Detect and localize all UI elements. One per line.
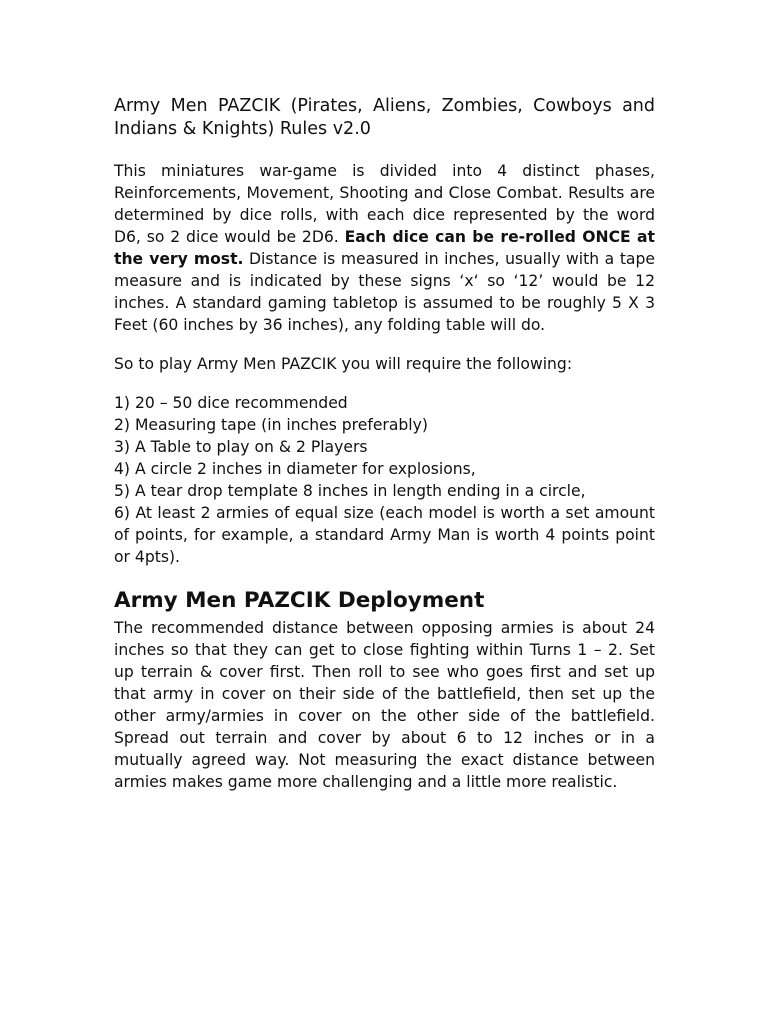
intro-paragraph [114, 160, 655, 336]
list-item: 4) A circle 2 inches in diameter for explosions, [114, 460, 476, 478]
intro-text-1: This miniatures war-game is divided into 4 distinct phases, Reinforcements, Movement, Shooting and Close Combat. Results are determined by dice rolls, with each dice represented by the word D6, so 2 dice would be 2D6. [114, 162, 655, 246]
requirements-intro: So to play Army Men PAZCIK you will require the following: [114, 355, 573, 373]
intro-bold-rule: Each dice can be re-rolled ONCE at the very most. [114, 228, 655, 268]
list-item: 2) Measuring tape (in inches preferably) [114, 416, 428, 434]
document-title: Army Men PAZCIK (Pirates, Aliens, Zombies, Cowboys and Indians & Knights) Rules v2.0 [114, 96, 655, 139]
list-item: 5) A tear drop template 8 inches in length ending in a circle, [114, 482, 586, 500]
list-item: 6) At least 2 armies of equal size (each model is worth a set amount of points, for example, a standard Army Man is worth 4 points point or 4pts). [114, 504, 655, 566]
intro-text-2: Distance is measured in inches, usually with a tape measure and is indicated by these signs ‘x‘ so ‘12’ would be 12 inches. A standard gaming tabletop is assumed to be roughly 5 X 3 Feet (60 inches by 36 inches), any folding table will do. [114, 250, 655, 334]
requirements-list [114, 392, 655, 568]
deployment-heading: Army Men PAZCIK Deployment [114, 588, 485, 613]
document-page [114, 95, 655, 793]
deployment-paragraph: The recommended distance between opposing armies is about 24 inches so that they can get to close fighting within Turns 1 – 2. Set up terrain & cover first. Then roll to see who goes first and set up that army in cover on their side of the battlefield, then set up the other army/armies in cover on the other side of the battlefield. Spread out terrain and cover by about 6 to 12 inches or in a mutually agreed way. Not measuring the exact distance between armies makes game more challenging and a little more realistic. [114, 619, 655, 791]
list-item: 3) A Table to play on & 2 Players [114, 438, 368, 456]
list-item: 1) 20 – 50 dice recommended [114, 394, 348, 412]
